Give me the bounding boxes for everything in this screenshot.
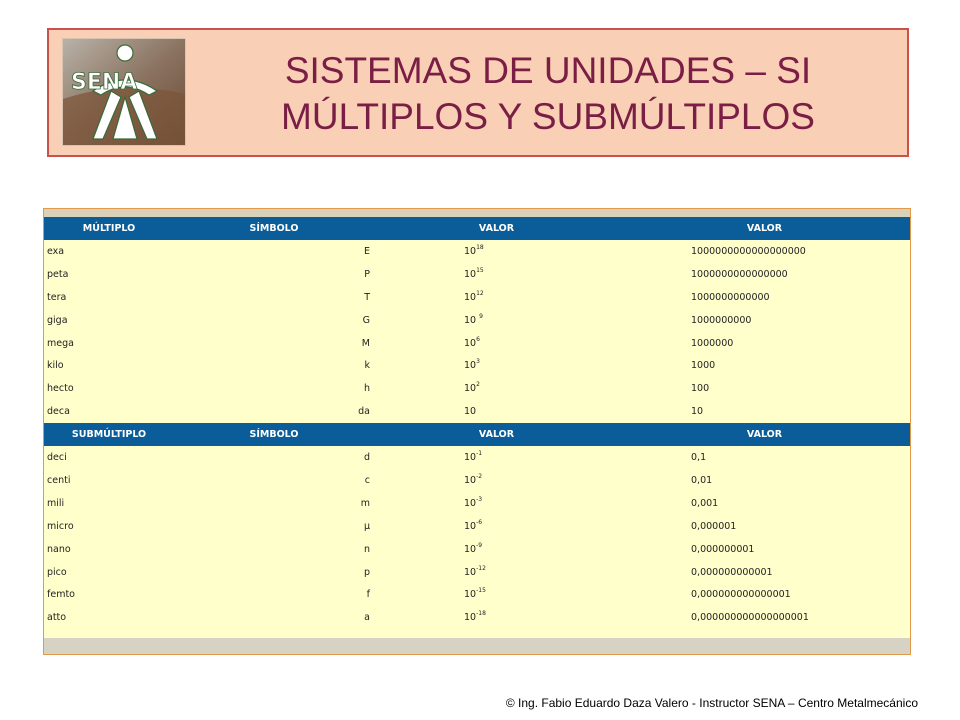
table-row [44,309,910,332]
table-row [44,583,910,606]
decimal-value: 0,1 [691,452,707,464]
sena-logo-icon [62,38,186,146]
decimal-value: 0,001 [691,497,719,509]
table-row [44,538,910,561]
credit-text: © Ing. Fabio Eduardo Daza Valero - Instructor SENA – Centro Metalmecánico [505,696,918,710]
prefix-name: femto [47,589,75,601]
power-value: $10^{-18}$ [464,610,486,624]
table-row [44,515,910,538]
decimal-value: 1000 [691,360,716,372]
prefix-name: deca [47,406,70,418]
header-cell: SÍMBOLO [174,423,374,446]
prefix-name: centi [47,474,71,486]
header-cell: VALOR [619,423,910,446]
power-value: 10 [464,406,477,418]
prefix-symbol: h [363,383,370,395]
title-banner [47,28,909,157]
header-cell: SUBMÚLTIPLO [44,423,174,446]
prefix-name: nano [47,543,71,555]
prefixes-table-panel [43,208,911,655]
table-row [44,354,910,377]
power-value: $10^{-9}$ [464,541,483,555]
table-row [44,240,910,263]
power-value: 10 $^9$ [464,312,483,326]
table-row [44,400,910,423]
table-row [44,446,910,469]
power-value: $10^3$ [464,358,480,372]
header-cell: VALOR [374,217,619,240]
power-value: $10^{-1}$ [464,450,483,464]
submultiples-body [44,446,910,629]
decimal-value: 1000000000000 [691,291,770,303]
header-cell: VALOR [374,423,619,446]
logo-text: SENA [71,70,138,95]
power-value: $10^{-12}$ [464,564,486,578]
prefix-name: mega [47,337,74,349]
prefix-name: atto [47,612,67,624]
multiples-body [44,240,910,423]
decimal-value: 0,000000000000001 [691,589,791,601]
prefix-symbol: d [363,452,370,464]
decimal-value: 0,01 [691,474,713,486]
prefix-name: mili [47,497,65,509]
decimal-value: 1000000000000000 [691,268,788,280]
prefix-symbol: T [364,291,370,303]
prefix-symbol: P [364,268,370,280]
prefix-name: tera [47,291,67,303]
decimal-value: 1000000000000000000 [691,245,806,257]
prefix-name: pico [47,566,67,578]
power-value: $10^6$ [464,335,480,349]
power-value: $10^{15}$ [464,266,484,280]
title-line-2: MÚLTIPLOS Y SUBMÚLTIPLOS [281,96,815,137]
prefix-name: kilo [47,360,64,372]
power-value: $10^2$ [464,381,480,395]
prefix-symbol: a [364,612,370,624]
table-row [44,561,910,584]
power-value: $10^{18}$ [464,243,484,257]
decimal-value: 10 [691,406,704,418]
table-row [44,492,910,515]
table-row [44,377,910,400]
decimal-value: 0,000000000000000001 [691,612,809,624]
prefix-symbol: f [366,589,370,601]
header-cell: VALOR [619,217,910,240]
decimal-value: 0,000001 [691,520,737,532]
prefix-name: giga [47,314,68,326]
prefix-symbol: p [363,566,370,578]
prefix-symbol: E [363,245,370,257]
top-strip [44,209,910,217]
table-row [44,606,910,629]
prefix-symbol: k [364,360,370,372]
header-cell: SÍMBOLO [174,217,374,240]
multiples-header-row [44,217,910,240]
prefix-symbol: n [363,543,370,555]
prefix-name: deci [47,452,67,464]
power-value: $10^{-3}$ [464,495,483,509]
power-value: $10^{12}$ [464,289,484,303]
table-row [44,332,910,355]
title-line-1: SISTEMAS DE UNIDADES – SI [284,50,812,91]
prefix-symbol: μ [363,520,370,532]
table-row [44,286,910,309]
decimal-value: 1000000 [691,337,734,349]
power-value: $10^{-6}$ [464,518,483,532]
bottom-strip [44,638,910,654]
prefix-symbol: m [360,497,370,509]
prefix-name: exa [47,245,65,257]
prefix-symbol: G [362,314,370,326]
power-value: $10^{-15}$ [464,587,486,601]
prefix-name: peta [47,268,69,280]
table-row [44,263,910,286]
header-cell: MÚLTIPLO [44,217,174,240]
prefix-symbol: M [361,337,370,349]
prefix-name: micro [47,520,74,532]
decimal-value: 0,000000000001 [691,566,773,578]
page-title [199,48,897,140]
prefix-name: hecto [47,383,74,395]
prefix-symbol: c [364,474,370,486]
decimal-value: 0,000000001 [691,543,755,555]
decimal-value: 100 [691,383,710,395]
prefix-symbol: da [358,406,370,418]
prefixes-table [44,217,910,629]
decimal-value: 1000000000 [691,314,752,326]
power-value: $10^{-2}$ [464,472,483,486]
table-row [44,469,910,492]
submultiples-header-row [44,423,910,446]
